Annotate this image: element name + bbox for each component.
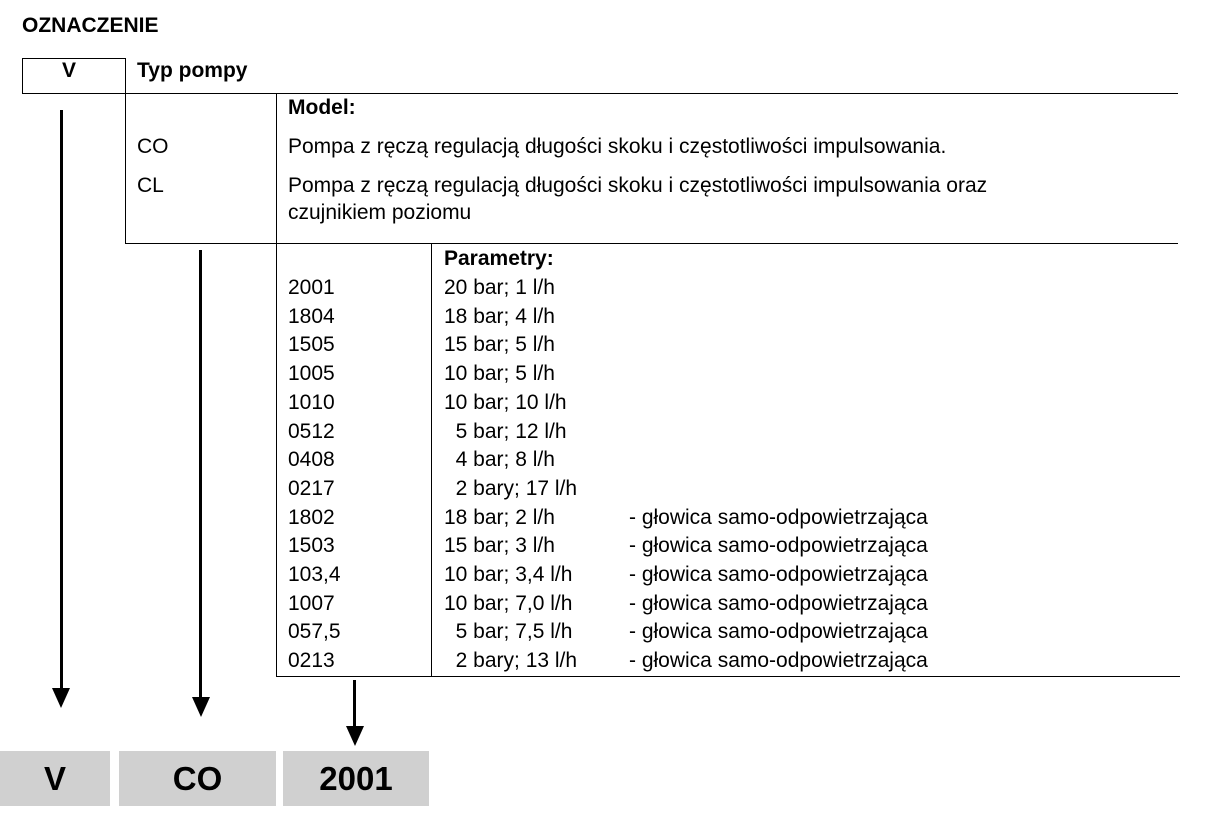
model-section-title: Model: [288, 96, 356, 119]
parameter-code: 1503 [288, 534, 335, 558]
parameter-note: - głowica samo-odpowietrzająca [629, 620, 928, 644]
parameter-value: 10 bar; 10 l/h [444, 390, 567, 414]
arrow-parameter-head-icon [346, 726, 364, 746]
parameter-note: - głowica samo-odpowietrzająca [629, 563, 928, 586]
arrow-model-head-icon [192, 697, 210, 717]
parameter-code: 1505 [288, 333, 335, 357]
model-description-co: Pompa z ręczą regulacją długości skoku i częstotliwości impulsowania. [288, 135, 947, 158]
v-column-header: V [62, 59, 77, 82]
parameter-value: 18 bar; 4 l/h [444, 304, 555, 328]
parameter-value: 15 bar; 3 l/h [444, 534, 555, 558]
parameter-value: 5 bar; 12 l/h [444, 419, 567, 443]
arrow-v-head-icon [52, 688, 70, 708]
parameter-note: - głowica samo-odpowietrzająca [629, 534, 928, 558]
parameter-code: 1804 [288, 304, 335, 328]
parameters-bottom-line [276, 676, 1180, 677]
arrow-model-shaft [199, 250, 202, 700]
header-bottom-line [22, 93, 1178, 94]
parameter-code: 103,4 [288, 563, 341, 586]
parameter-code: 2001 [288, 276, 335, 299]
arrow-v-shaft [60, 110, 63, 690]
parameter-note: - głowica samo-odpowietrzająca [629, 591, 928, 615]
parameter-value: 2 bary; 13 l/h [444, 649, 578, 673]
parameter-value: 10 bar; 3,4 l/h [444, 563, 573, 586]
parameter-code: 1007 [288, 591, 335, 615]
result-box-parameter: 2001 [283, 751, 429, 806]
model-description-cl-line1: Pompa z ręczą regulacją długości skoku i częstotliwości impulsowania oraz [288, 174, 988, 197]
parameter-code: 057,5 [288, 620, 341, 644]
parameter-code: 0217 [288, 476, 335, 500]
parameter-code: 0512 [288, 419, 335, 443]
column-divider-parameters [431, 243, 432, 676]
parameter-code: 0213 [288, 649, 335, 673]
model-code-co: CO [137, 135, 169, 158]
model-code-cl: CL [137, 174, 164, 197]
parameter-code: 0408 [288, 448, 335, 472]
header-left-border [22, 58, 23, 94]
parameter-value: 18 bar; 2 l/h [444, 505, 555, 529]
parameter-value: 2 bary; 17 l/h [444, 476, 578, 500]
parameter-note: - głowica samo-odpowietrzająca [629, 505, 928, 529]
result-box-model: CO [119, 751, 276, 806]
result-box-v: V [0, 751, 110, 806]
parameter-value: 4 bar; 8 l/h [444, 448, 555, 472]
pump-type-header: Typ pompy [137, 59, 248, 82]
parameter-code: 1005 [288, 362, 335, 386]
model-bottom-line [125, 243, 1178, 244]
parameter-value: 10 bar; 7,0 l/h [444, 591, 573, 615]
model-description-cl-line2: czujnikiem poziomu [288, 201, 472, 224]
parameter-value: 15 bar; 5 l/h [444, 333, 555, 357]
column-divider-type [125, 58, 126, 243]
parameter-note: - głowica samo-odpowietrzająca [629, 649, 928, 673]
parameter-value: 5 bar; 7,5 l/h [444, 620, 573, 644]
parameter-value: 20 bar; 1 l/h [444, 276, 555, 299]
parameter-code: 1010 [288, 390, 335, 414]
parameter-value: 10 bar; 5 l/h [444, 362, 555, 386]
parameter-code: 1802 [288, 505, 335, 529]
arrow-parameter-shaft [353, 680, 356, 728]
parameters-section-title: Parametry: [444, 247, 554, 270]
page-title: OZNACZENIE [22, 14, 159, 37]
column-divider-model [276, 93, 277, 676]
